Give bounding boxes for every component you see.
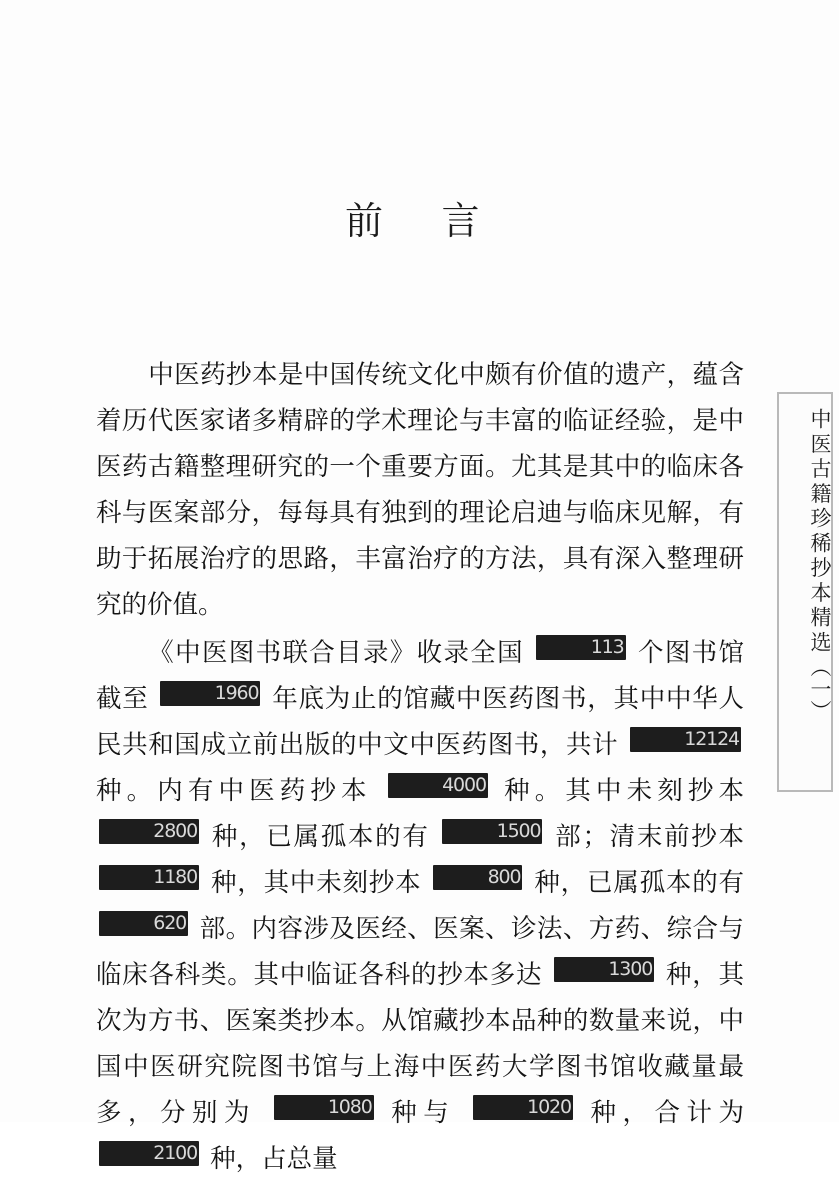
paragraph-2: 《中医图书联合目录》收录全国 113 个图书馆截至 1960 年底为止的馆藏中医药图书，其中中华人民共和国成立前出版的中文中医药图书，共计 12124 种。内有中医药抄本 4000 种。其中未刻抄本 2800 种，已属孤本的有 1500 部；清末前抄本 1180 种，其中未刻抄本 800 种，已属孤本的有 620 部。内容涉及医经、医案、诊法、方药、综合与临床各科类。其中临证各科的抄本多达 1300 种，其次为方书、医案类抄本。从馆藏抄本品种的数量来说，中国中医研究院图书馆与上海中医药大学图书馆收藏量最多，分别为 1080 种与 1020 种，合计为 2100 种，占总量 [96, 636, 745, 1174]
obscured-number: 1080 [274, 1095, 374, 1120]
obscured-number: 1500 [442, 819, 542, 844]
obscured-number: 2100 [99, 1141, 199, 1166]
obscured-number: 800 [433, 865, 522, 890]
obscured-number: 12124 [630, 727, 741, 752]
page-title [0, 190, 839, 245]
obscured-number: 620 [99, 911, 188, 936]
series-side-label-text [779, 404, 831, 784]
obscured-number: 1020 [473, 1095, 573, 1120]
body-text [96, 352, 744, 1182]
obscured-number: 113 [536, 635, 625, 660]
paragraph-1: 中医药抄本是中国传统文化中颇有价值的遗产，蕴含着历代医家诸多精辟的学术理论与丰富的临证经验，是中医药古籍整理研究的一个重要方面。尤其是其中的临床各科与医案部分，每每具有独到的理论启迪与临床见解，有助于拓展治疗的思路，丰富治疗的方法，具有深入整理研究的价值。 [96, 360, 744, 620]
page-title-char-1: 前 [345, 199, 398, 243]
obscured-number: 2800 [99, 819, 199, 844]
series-volume: （一） [808, 655, 832, 722]
obscured-number: 1180 [99, 865, 199, 890]
obscured-number: 1300 [554, 957, 654, 982]
obscured-number: 1960 [160, 681, 260, 706]
series-name: 中医古籍珍稀抄本精选 [808, 408, 832, 656]
series-side-label [777, 392, 833, 792]
obscured-number: 4000 [388, 773, 488, 798]
page-title-char-2: 言 [441, 199, 494, 243]
